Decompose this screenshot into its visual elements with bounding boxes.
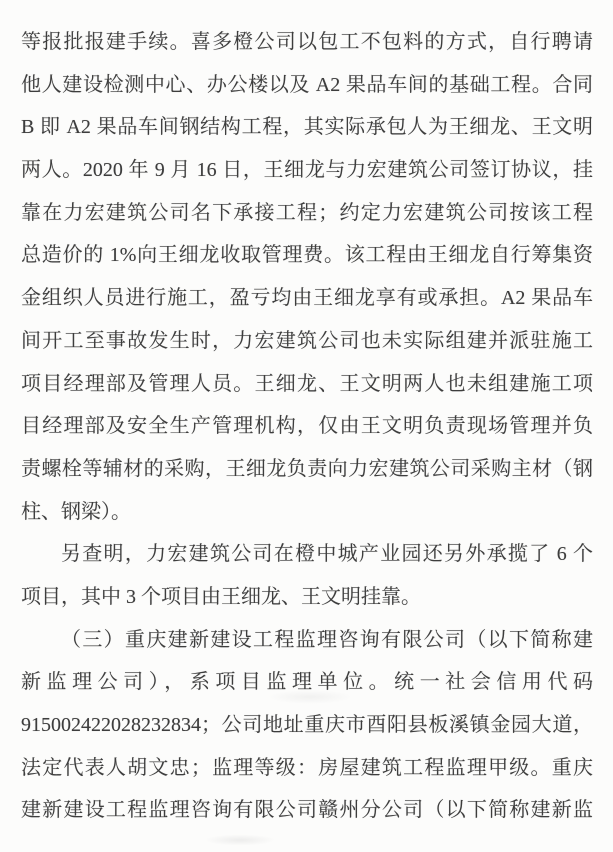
text-line paragraph-start: 另查明，力宏建筑公司在橙中城产业园还另外承揽了 6 个 bbox=[61, 543, 593, 566]
text-line paragraph-end: 柱、钢梁）。 bbox=[21, 500, 131, 523]
text-line: 总造价的 1%向王细龙收取管理费。该工程由王细龙自行筹集资 bbox=[21, 244, 593, 267]
text-line: 靠在力宏建筑公司名下承接工程；约定力宏建筑公司按该工程 bbox=[21, 201, 593, 224]
text-line: 他人建设检测中心、办公楼以及 A2 果品车间的基础工程。合同 bbox=[21, 73, 593, 96]
text-line: 915002422028232834；公司地址重庆市酉阳县板溪镇金园大道， bbox=[21, 714, 593, 736]
text-line: 两人。2020 年 9 月 16 日，王细龙与力宏建筑公司签订协议，挂 bbox=[21, 159, 593, 182]
text-line: 目经理部及安全生产管理机构，仅由王文明负责现场管理并负 bbox=[21, 415, 593, 438]
text-line paragraph-start: （三）重庆建新建设工程监理咨询有限公司（以下简称建 bbox=[61, 628, 593, 651]
text-line: 项目经理部及管理人员。王细龙、王文明两人也未组建施工项 bbox=[21, 372, 593, 395]
text-line: 新监理公司），系项目监理单位。统一社会信用代码 bbox=[21, 671, 593, 694]
text-line: 建新建设工程监理咨询有限公司赣州分公司（以下简称建新监 bbox=[21, 799, 593, 822]
text-line: 法定代表人胡文忠；监理等级：房屋建筑工程监理甲级。重庆 bbox=[21, 756, 593, 779]
text-line: 金组织人员进行施工，盈亏均由王细龙享有或承担。A2 果品车 bbox=[21, 287, 593, 310]
text-line: 间开工至事故发生时，力宏建筑公司也未实际组建并派驻施工 bbox=[21, 329, 593, 352]
text-line: 等报批报建手续。喜多橙公司以包工不包料的方式，自行聘请 bbox=[21, 31, 593, 53]
text-line: 责螺栓等辅材的采购，王细龙负责向力宏建筑公司采购主材（钢 bbox=[21, 457, 593, 480]
text-line paragraph-end: 项目，其中 3 个项目由王细龙、王文明挂靠。 bbox=[21, 585, 421, 608]
text-line: B 即 A2 果品车间钢结构工程，其实际承包人为王细龙、王文明 bbox=[21, 116, 593, 139]
